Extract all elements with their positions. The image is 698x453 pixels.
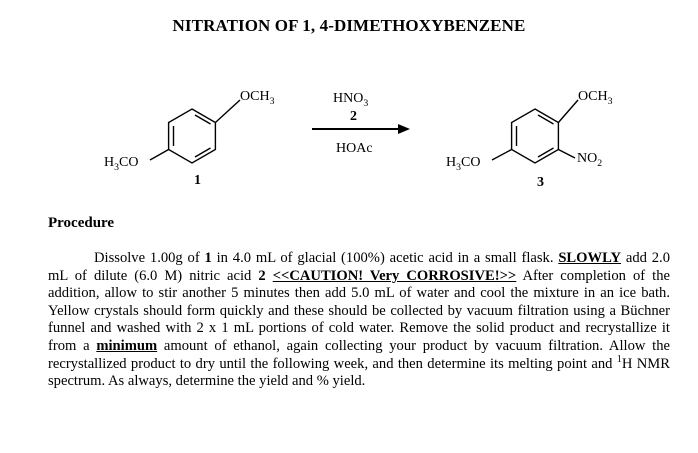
reactant-h3co-co: CO bbox=[119, 155, 139, 170]
product-bond-bottom bbox=[492, 150, 512, 161]
procedure-text-4 bbox=[266, 268, 273, 284]
caution-warning: <<CAUTION! Very CORROSIVE!>> bbox=[272, 267, 517, 284]
nmr-superscript: 1 bbox=[616, 353, 622, 365]
product-double-bond-2 bbox=[538, 148, 554, 157]
procedure-text-1: Dissolve 1.00g of bbox=[94, 250, 205, 266]
page-title: NITRATION OF 1, 4-DIMETHOXYBENZENE bbox=[172, 16, 526, 35]
reactant-h3co-sub: 3 bbox=[114, 161, 120, 173]
compound-1-ref: 1 bbox=[204, 250, 212, 266]
reactant-och3-sub: 3 bbox=[269, 95, 275, 107]
product-h3co-label bbox=[446, 155, 481, 173]
product-och3-sub: 3 bbox=[607, 95, 613, 107]
reactant-h3co-h: H bbox=[104, 155, 115, 170]
product-number: 3 bbox=[537, 175, 544, 190]
reagent-solvent-label: HOAc bbox=[336, 141, 373, 156]
reactant-och3-label bbox=[240, 89, 275, 107]
reactant-h3co-label bbox=[104, 155, 139, 173]
product-no2-label bbox=[577, 151, 603, 169]
procedure-text-2: in 4.0 mL of glacial (100%) acetic acid in a small flask. bbox=[211, 250, 559, 266]
reagent-hno3-label bbox=[333, 91, 369, 109]
reagent-hno3-text: HNO bbox=[333, 91, 364, 106]
minimum-emphasis: minimum bbox=[96, 337, 158, 354]
procedure-text-6: amount of ethanol, again collecting your product by vacuum filtration. Allow the recrystallized product to dry until the following week, and then determine its melting point and bbox=[48, 337, 670, 372]
product-och3-label bbox=[578, 89, 613, 107]
reagent-hno3-sub: 3 bbox=[363, 97, 369, 109]
product-h3co-sub: 3 bbox=[456, 161, 462, 173]
reaction-arrow-head-icon bbox=[398, 124, 410, 134]
reactant-benzene-ring bbox=[169, 109, 216, 163]
reactant-double-bond-1 bbox=[195, 115, 211, 124]
procedure-heading: Procedure bbox=[48, 215, 115, 231]
product-h3co-h: H bbox=[446, 155, 457, 170]
reactant-bond-top bbox=[215, 100, 240, 123]
product-bond-right bbox=[558, 150, 575, 159]
procedure-text-5: After completion of the addition, allow to stir another 5 minutes then add 5.0 mL of water and cool the mixture in an ice bath. Yellow crystals should form quickly and these should be collected by vacuum filtration using a Büchner funnel and washed with 2 x 1 mL portions of cold water. Remove the solid product and recrystallize it from a bbox=[48, 267, 670, 354]
procedure-text-7: H NMR spectrum. As always, determine the yield and % yield. bbox=[48, 355, 670, 390]
product-benzene-ring bbox=[512, 109, 559, 163]
product-no2-text: NO bbox=[577, 151, 598, 166]
reagent-number: 2 bbox=[350, 109, 357, 124]
product-no2-sub: 2 bbox=[597, 157, 603, 169]
reactant-bond-bottom bbox=[150, 150, 169, 161]
product-double-bond-1 bbox=[538, 115, 554, 124]
product-bond-top bbox=[558, 100, 578, 123]
compound-2-ref: 2 bbox=[258, 267, 266, 284]
procedure-text-3: add 2.0 mL of dilute (6.0 M) nitric acid bbox=[48, 250, 670, 284]
product-h3co-co: CO bbox=[461, 155, 481, 170]
reactant-double-bond-2 bbox=[195, 148, 211, 157]
reaction-scheme bbox=[0, 80, 698, 200]
product-och3-text: OCH bbox=[578, 89, 608, 104]
reaction-arrow-line bbox=[312, 128, 400, 130]
reactant-och3-text: OCH bbox=[240, 89, 270, 104]
slowly-emphasis: SLOWLY bbox=[558, 250, 622, 266]
procedure-paragraph bbox=[48, 250, 670, 391]
reactant-number: 1 bbox=[194, 173, 201, 188]
